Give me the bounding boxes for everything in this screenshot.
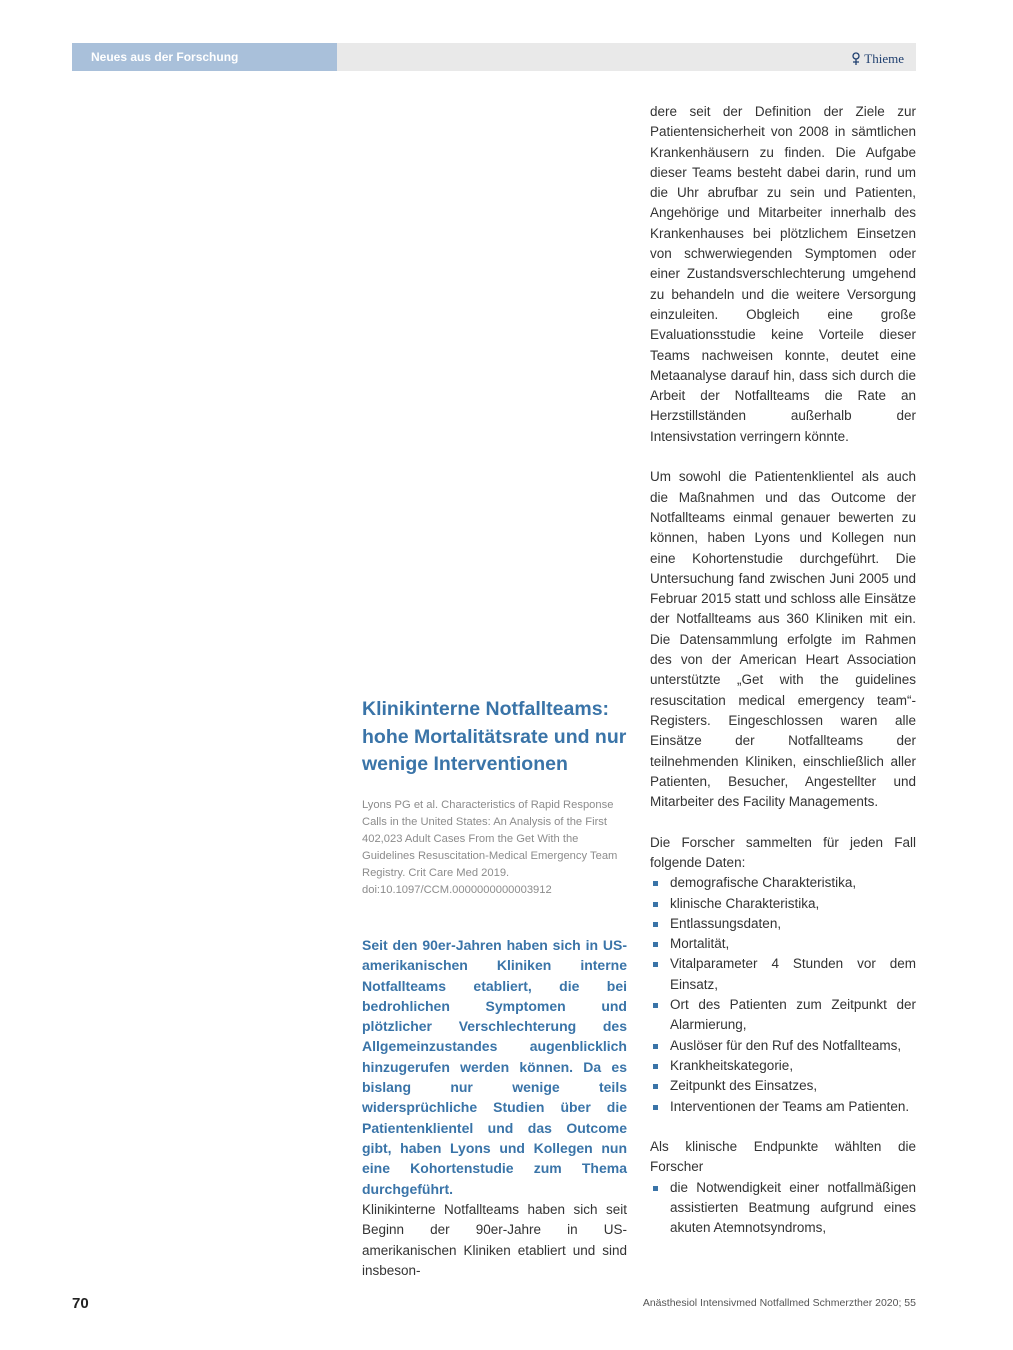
data-list-item xyxy=(650,954,916,995)
thieme-emblem-icon xyxy=(850,52,862,66)
data-list-item-text: demografische Charakteristika, xyxy=(670,875,857,891)
bullet-icon xyxy=(653,1064,658,1069)
section-tab xyxy=(72,43,337,71)
bullet-icon xyxy=(653,1084,658,1089)
right-column xyxy=(650,102,916,1239)
body-paragraph-2: Um sowohl die Patientenklientel als auch die Maßnahmen und das Outcome der Notfallteams einmal genauer bewerten zu können, haben Lyons und Kollegen nun eine Kohortenstudie durchgeführt. Die Untersuchung fand zwischen Juni 2005 und Februar 2015 statt und schloss alle Einsätze der Notfallteams aus 360 Kliniken mit ein. Die Datensammlung erfolgte im Rahmen des von der American Heart Association unterstützte „Get with the guidelines resuscitation medical emergency team“-Registers. Eingeschlossen waren alle Einsätze der Notfallteams der teilnehmenden Kliniken, einschließlich aller Patienten, Besucher, Angestellter und Mitarbeiter des Facility Managements. xyxy=(650,469,916,810)
data-list-item xyxy=(650,914,916,934)
endpoint-list-item xyxy=(650,1178,916,1239)
data-intro: Die Forscher sammelten für jeden Fall folgende Daten: xyxy=(650,834,916,870)
data-list-item-text: Vitalparameter 4 Stunden vor dem Einsatz, xyxy=(670,956,916,992)
bullet-icon xyxy=(653,1186,658,1191)
endpoint-list xyxy=(650,1178,916,1239)
data-list-item xyxy=(650,1076,916,1096)
bullet-icon xyxy=(653,942,658,947)
data-list-item xyxy=(650,894,916,914)
data-list-item-text: Mortalität, xyxy=(670,936,730,952)
bullet-icon xyxy=(653,922,658,927)
data-list-item xyxy=(650,995,916,1036)
publisher-logo xyxy=(850,51,904,67)
bullet-icon xyxy=(653,902,658,907)
bullet-icon xyxy=(653,962,658,967)
data-list-item xyxy=(650,1056,916,1076)
page-number: 70 xyxy=(72,1295,89,1312)
endpoints-intro: Als klinische Endpunkte wählten die Forscher xyxy=(650,1139,916,1175)
journal-reference: Anästhesiol Intensivmed Notfallmed Schmerzther 2020; 55 xyxy=(642,1297,916,1309)
data-list-item xyxy=(650,1036,916,1056)
data-list-item-text: klinische Charakteristika, xyxy=(670,895,820,911)
article-citation: Lyons PG et al. Characteristics of Rapid Response Calls in the United States: An Analysis of the First 402,023 Adult Cases From the Get With the Guidelines Resuscitation-Medical Emergency Team Registry. Crit Care Med 2019. doi:10.1097/CCM.0000000000003912 xyxy=(362,799,618,896)
data-list-item xyxy=(650,1097,916,1117)
data-list-item-text: Zeitpunkt des Einsatzes, xyxy=(670,1078,818,1094)
article-title: Klinikinterne Notfallteams: hohe Mortalitätsrate und nur wenige Interventionen xyxy=(362,698,627,775)
data-list-item-text: Auslöser für den Ruf des Notfallteams, xyxy=(670,1037,902,1053)
data-list-item-text: Ort des Patienten zum Zeitpunkt der Alarmierung, xyxy=(670,997,916,1033)
section-label: Neues aus der Forschung xyxy=(91,50,239,64)
data-list-item-text: Interventionen der Teams am Patienten. xyxy=(670,1098,910,1114)
bullet-icon xyxy=(653,881,658,886)
data-list xyxy=(650,873,916,1117)
data-list-item xyxy=(650,934,916,954)
bullet-icon xyxy=(653,1105,658,1110)
data-list-item xyxy=(650,873,916,893)
endpoint-list-item-text: die Notwendigkeit einer notfallmäßigen assistierten Beatmung aufgrund eines akuten Atemnotsyndroms, xyxy=(670,1179,916,1236)
article-lead: Seit den 90er-Jahren haben sich in US-amerikanischen Kliniken interne Notfallteams etabliert, die bei bedrohlichen Symptomen und plötzlicher Verschlechterung des Allgemeinzustandes augenblicklich hinzugerufen werden können. Da es bislang nur wenige teils widersprüchliche Studien über die Patientenklientel und das Outcome gibt, haben Lyons und Kollegen nun eine Kohortenstudie zum Thema durchgeführt. xyxy=(362,937,627,1197)
body-paragraph-continued: dere seit der Definition der Ziele zur Patientensicherheit von 2008 in sämtlichen Krankenhäusern zu finden. Die Aufgabe dieser Teams besteht dabei darin, rund um die Uhr abrufbar zu sein und Patienten, Angehörige und Mitarbeiter innerhalb des Krankenhauses bei plötzlichem Einsetzen von schwerwiegenden Symptomen oder einer Zustandsverschlechterung umgehend zu behandeln und die weitere Versorgung einzuleiten. Obgleich eine große Evaluationsstudie keine Vorteile dieser Teams nachweisen konnte, deutet eine Metaanalyse darauf hin, dass sich durch die Arbeit der Notfallteams die Rate an Herzstillständen außerhalb der Intensivstation verringern könnte. xyxy=(650,104,916,444)
data-list-item-text: Krankheitskategorie, xyxy=(670,1057,794,1073)
body-paragraph-start: Klinikinterne Notfallteams haben sich seit Beginn der 90er-Jahre in US-amerikanischen Kliniken etabliert und sind insbeson- xyxy=(362,1202,627,1278)
header-bar xyxy=(72,43,916,71)
bullet-icon xyxy=(653,1003,658,1008)
bullet-icon xyxy=(653,1044,658,1049)
publisher-name: Thieme xyxy=(864,51,904,66)
data-list-item-text: Entlassungsdaten, xyxy=(670,915,782,931)
